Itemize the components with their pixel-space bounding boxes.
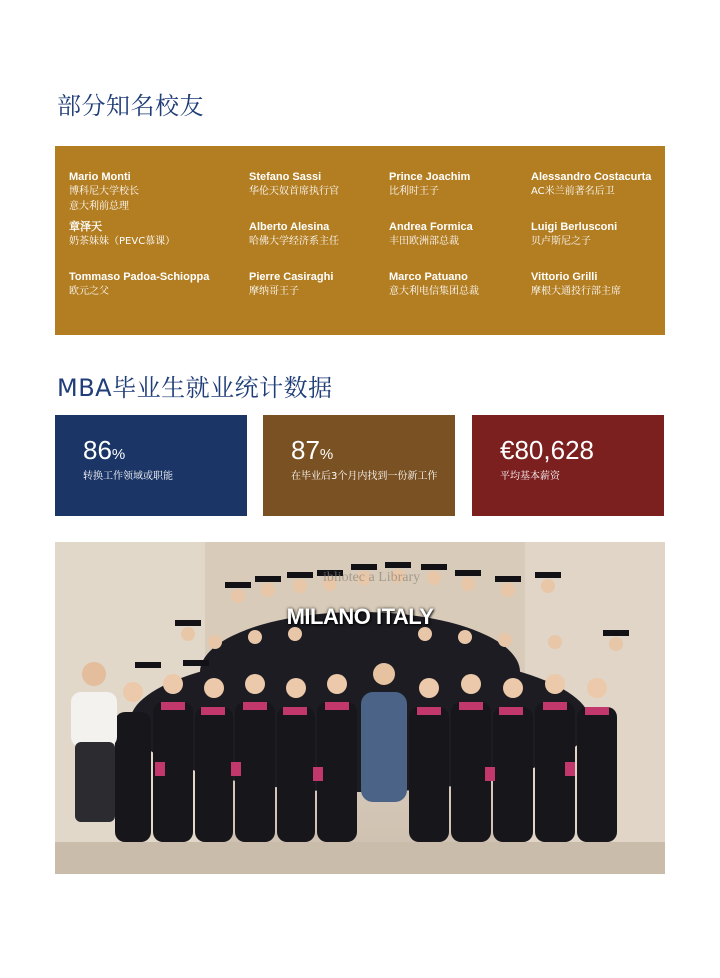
alumni-entry	[69, 170, 249, 220]
alumni-description: 哈佛大学经济系主任	[249, 236, 339, 247]
alumni-description: 比利时王子	[389, 186, 439, 197]
stat-card-career-switch	[55, 415, 247, 516]
alumni-entry	[531, 170, 661, 220]
alumni-description: 丰田欧洲部总裁	[389, 236, 459, 247]
alumni-name: Pierre Casiraghi	[249, 271, 334, 283]
stat-value: 86%	[83, 435, 126, 465]
alumni-section-title: 部分知名校友	[57, 92, 204, 120]
stat-label: 在毕业后3个月内找到一份新工作	[291, 471, 438, 482]
alumni-entry	[69, 270, 249, 320]
alumni-entry	[389, 220, 531, 270]
alumni-name: Alessandro Costacurta	[531, 171, 652, 183]
stat-label: 转换工作领域或职能	[83, 471, 173, 482]
alumni-entry	[531, 270, 661, 320]
alumni-name: Stefano Sassi	[249, 171, 322, 183]
alumni-entry	[249, 220, 389, 270]
alumni-entry	[69, 220, 249, 270]
alumni-name: Prince Joachim	[389, 171, 471, 183]
stat-value: €80,628	[500, 435, 594, 465]
stat-label: 平均基本薪资	[500, 471, 560, 482]
alumni-name: Vittorio Grilli	[531, 271, 598, 283]
alumni-entry	[249, 270, 389, 320]
photo-illustration	[55, 542, 665, 874]
alumni-name: Luigi Berlusconi	[531, 221, 618, 233]
alumni-name: 章泽天	[69, 221, 102, 233]
alumni-entry	[531, 220, 661, 270]
alumni-name: Alberto Alesina	[249, 221, 330, 233]
alumni-description: 华伦天奴首席执行官	[249, 186, 339, 197]
stat-card-new-job	[263, 415, 455, 516]
alumni-description: 奶茶妹妹（PEVC慕课）	[69, 236, 176, 247]
alumni-panel	[55, 146, 665, 335]
alumni-description: 贝卢斯尼之子	[531, 236, 591, 247]
alumni-description: AC米兰前著名后卫	[531, 186, 615, 197]
graduation-group-photo	[55, 542, 665, 874]
photo-caption: MILANO ITALY	[286, 604, 434, 629]
alumni-name: Andrea Formica	[389, 221, 473, 233]
alumni-entry	[389, 170, 531, 220]
alumni-name: Mario Monti	[69, 171, 131, 183]
stats-section-title: MBA毕业生就业统计数据	[57, 374, 333, 402]
alumni-description: 摩根大通投行部主席	[531, 286, 621, 297]
alumni-description: 摩纳哥王子	[249, 286, 299, 297]
alumni-description: 意大利电信集团总裁	[389, 286, 479, 297]
alumni-description: 博科尼大学校长	[69, 186, 139, 197]
alumni-grid	[69, 170, 657, 320]
alumni-description: 欧元之父	[69, 286, 109, 297]
alumni-entry	[389, 270, 531, 320]
stat-value: 87%	[291, 435, 334, 465]
alumni-entry	[249, 170, 389, 220]
alumni-description: 意大利前总理	[69, 201, 129, 212]
alumni-name: Marco Patuano	[389, 271, 468, 283]
alumni-name: Tommaso Padoa-Schioppa	[69, 271, 210, 283]
stat-card-salary	[472, 415, 664, 516]
library-wall-sign: ibliotec a Library	[323, 570, 421, 585]
